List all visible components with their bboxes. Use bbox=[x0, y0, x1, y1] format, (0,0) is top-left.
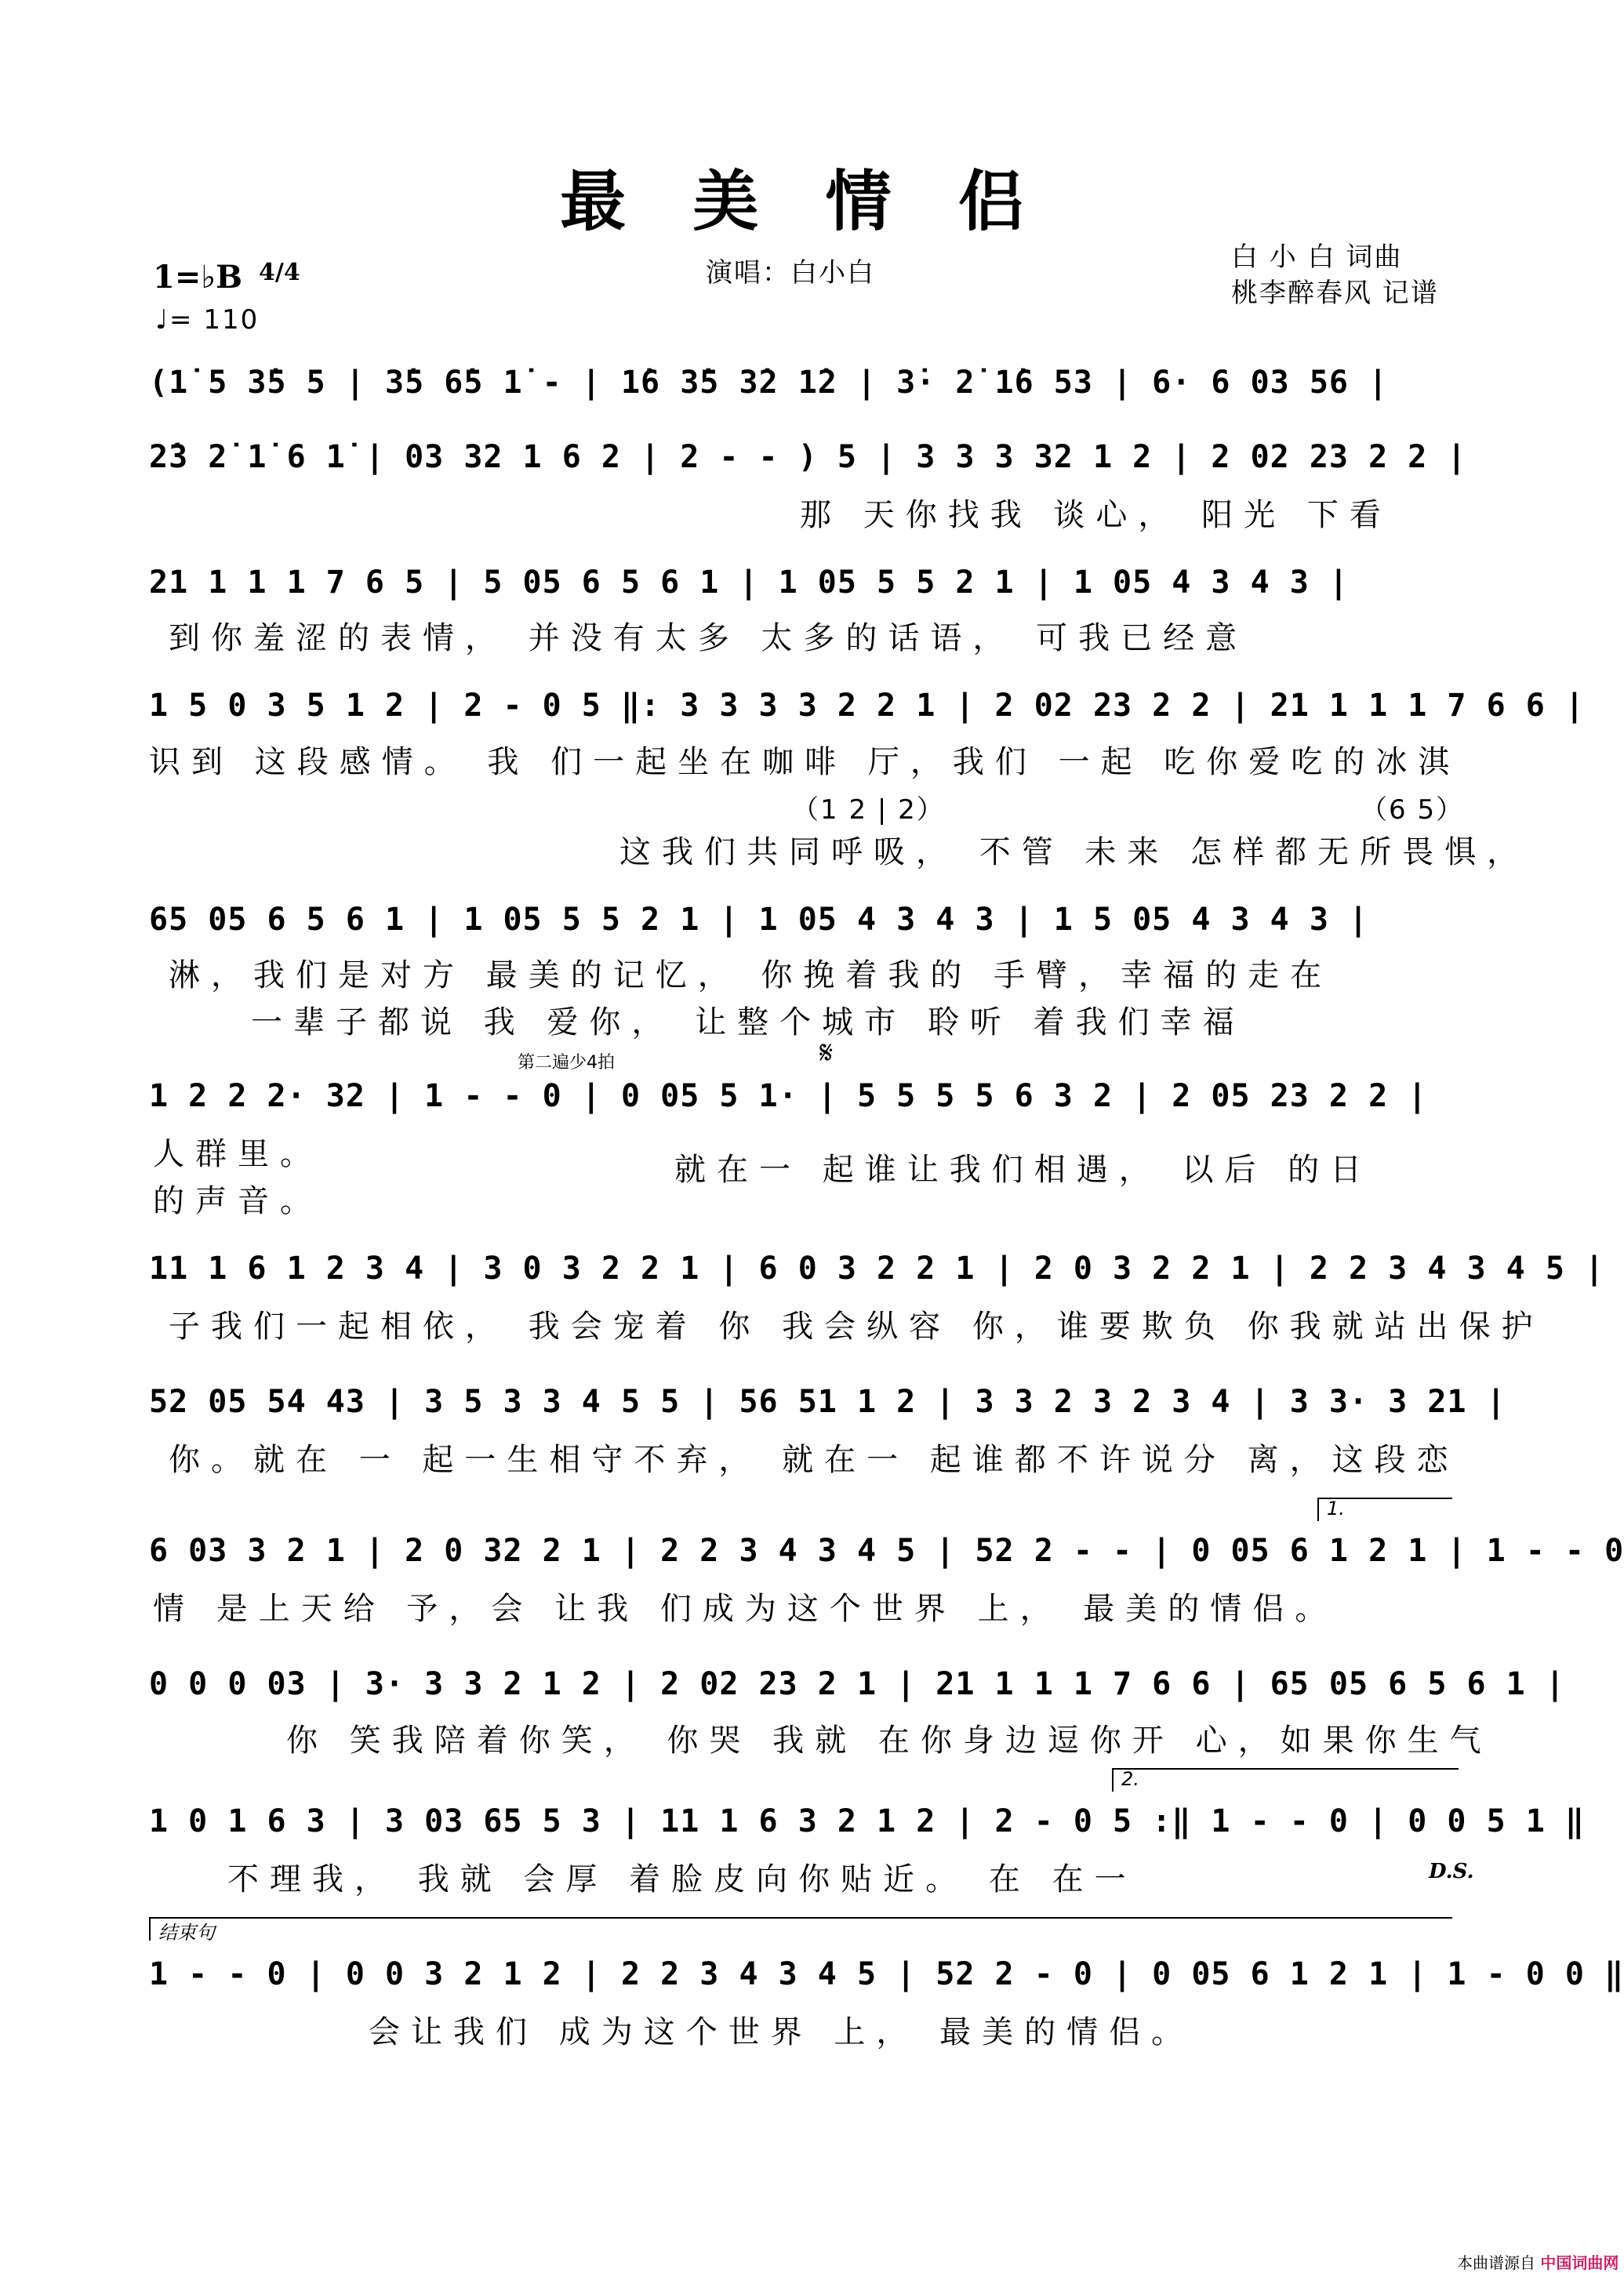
score-row-4-alt-notes-a: （1 2 | 2） bbox=[792, 794, 945, 826]
score-row-7-lyrics: 子我们一起相依， 我会宠着 你 我会纵容 你，谁要欺负 你我就站出保护 bbox=[169, 1309, 1544, 1345]
footer-source-label: 本曲谱源自 bbox=[1457, 2253, 1535, 2272]
time-signature: 4/4 bbox=[259, 259, 300, 286]
score-row-4-notes: 1 5 0 3 5 1 2 | 2 - 0 5 ‖: 3 3 3 3 2 2 1 | 2 02 23 2 2 | 21 1 1 1 7 6 6 | bbox=[149, 688, 1585, 724]
score-row-4-lyrics-verse2: 这我们共同呼吸， 不管 未来 怎样都无所畏惧， bbox=[619, 834, 1530, 870]
score-row-6-lyrics-a: 人群里。 bbox=[153, 1136, 322, 1172]
score-row-2-lyrics: 那 天你找我 谈心， 阳光 下看 bbox=[800, 497, 1392, 533]
score-row-10-notes: 0 0 0 03 | 3· 3 3 2 1 2 | 2 02 23 2 1 | 21 1 1 1 7 6 6 | 65 05 6 5 6 1 | bbox=[149, 1666, 1565, 1702]
coda-label: 结束句 bbox=[158, 1922, 215, 1944]
volta-1 bbox=[1317, 1498, 1452, 1521]
footer-site-link[interactable]: 中国词曲网 bbox=[1540, 2253, 1619, 2272]
score-row-5-notes: 65 05 6 5 6 1 | 1 05 5 5 2 1 | 1 05 4 3 4 3 | 1 5 05 4 3 4 3 | bbox=[149, 902, 1369, 938]
coda-bracket bbox=[149, 1917, 1452, 1944]
key-signature: 1=♭B bbox=[153, 259, 243, 296]
score-row-11-notes: 1 0 1 6 3 | 3 03 65 5 3 | 11 1 6 3 2 1 2 | 2 - 0 5 :‖ 1 - - 0 | 0 0 5 1 ‖ bbox=[149, 1803, 1585, 1839]
score-row-6-lyrics-c: 就在一 起谁让我们相遇， 以后 的日 bbox=[674, 1152, 1373, 1188]
score-row-4-alt-notes-b: （6 5） bbox=[1361, 794, 1465, 826]
score-row-3-notes: 21 1 1 1 7 6 5 | 5 05 6 5 6 1 | 1 05 5 5 2 1 | 1 05 4 3 4 3 | bbox=[149, 565, 1350, 601]
volta-2-label: 2. bbox=[1121, 1768, 1139, 1790]
song-title: 最 美 情 侣 bbox=[560, 162, 1046, 240]
score-row-11-lyrics: 不理我， 我就 会厚 着脸皮向你贴近。 在 在一 bbox=[227, 1861, 1137, 1897]
volta-2 bbox=[1112, 1768, 1459, 1792]
segno-sign: 𝄋 bbox=[819, 1035, 835, 1071]
ds-marking: D.S. bbox=[1429, 1860, 1474, 1883]
footer-source bbox=[1457, 2250, 1619, 2273]
repeat-note: 第二遍少4拍 bbox=[518, 1053, 615, 1073]
score-row-3-lyrics: 到你羞涩的表情， 并没有太多 太多的话语， 可我已经意 bbox=[169, 620, 1248, 656]
score-row-1-notes: (1̇ 5 3̇5 5 | 3̇5 6̇5 1̇ - | 1̇6 3̇5 3̇2 1̇2 | 3̇· 2̇ 1̇6 53 | 6· 6 03 56 | bbox=[149, 365, 1389, 401]
score-row-5-lyrics: 淋，我们是对方 最美的记忆， 你挽着我的 手臂，幸福的走在 bbox=[169, 957, 1333, 993]
score-row-8-lyrics: 你。就在 一 起一生相守不弃， 就在一 起谁都不许说分 离，这段恋 bbox=[169, 1442, 1459, 1478]
score-row-2-notes: 2̇3 2̇ 1̇ 6 1̇ | 03 32 1 6 2 | 2 - - ) 5 | 3 3 3 32 1 2 | 2 02 23 2 2 | bbox=[149, 439, 1467, 475]
score-row-4-lyrics: 识到 这段感情。 我 们一起坐在咖啡 厅，我们 一起 吃你爱吃的冰淇 bbox=[149, 744, 1461, 780]
lyricist-composer: 白 小 白 词曲 bbox=[1231, 241, 1403, 273]
performer: 演唱：白小白 bbox=[706, 257, 875, 289]
score-row-9-lyrics: 情 是上天给 予，会 让我 们成为这个世界 上， 最美的情侣。 bbox=[153, 1591, 1338, 1627]
transcriber: 桃李醉春风 记谱 bbox=[1231, 278, 1439, 309]
score-row-6-lyrics-b: 的声音。 bbox=[153, 1183, 322, 1219]
score-row-12-notes: 1 - - 0 | 0 0 3 2 1 2 | 2 2 3 4 3 4 5 | 52 2 - 0 | 0 05 6 1 2 1 | 1 - 0 0 ‖ bbox=[149, 1956, 1624, 1992]
score-row-7-notes: 11 1 6 1 2 3 4 | 3 0 3 2 2 1 | 6 0 3 2 2 1 | 2 0 3 2 2 1 | 2 2 3 4 3 4 5 | bbox=[149, 1251, 1605, 1287]
score-row-6-notes: 1 2 2 2· 32 | 1 - - 0 | 0 05 5 1· | 5 5 5 5 6 3 2 | 2 05 23 2 2 | bbox=[149, 1078, 1428, 1114]
score-row-8-notes: 52 05 54 43 | 3 5 3 3 4 5 5 | 56 51 1 2 | 3 3 2 3 2 3 4 | 3 3· 3 21 | bbox=[149, 1384, 1506, 1420]
score-row-9-notes: 6 03 3 2 1 | 2 0 32 2 1 | 2 2 3 4 3 4 5 | 52 2 - - | 0 05 6 1 2 1 | 1 - - 0 bbox=[149, 1533, 1624, 1569]
score-row-5-lyrics-verse2: 一辈子都说 我 爱你， 让整个城市 聆听 着我们幸福 bbox=[251, 1004, 1245, 1040]
tempo-marking: ♩= 110 bbox=[155, 304, 260, 336]
score-row-12-lyrics: 会让我们 成为这个世界 上， 最美的情侣。 bbox=[369, 2014, 1194, 2050]
score-row-10-lyrics: 你 笑我陪着你笑， 你哭 我就 在你身边逗你开 心，如果你生气 bbox=[286, 1723, 1492, 1759]
volta-1-label: 1. bbox=[1327, 1498, 1345, 1520]
